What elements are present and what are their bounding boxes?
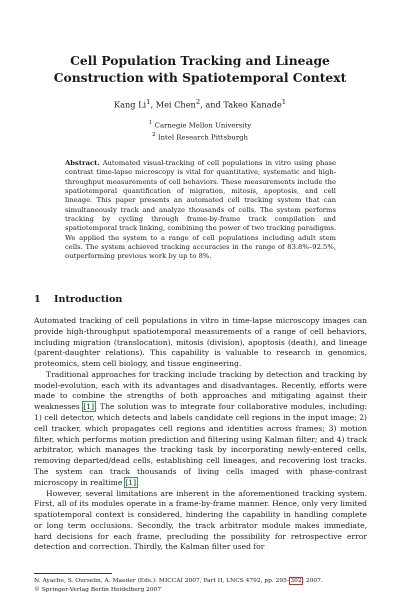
paragraph-3: However, several limitations are inherent in the aforementioned tracking system. First, all of its modules operate in a frame-by-frame manner. Hence, only very limited spatiotemporal context is considered, hindering the capability in handling complete or long term occlusions. Secondly, the track arbitrator module makes immediate, hard decisions for each frame, precluding the possibility for retrospective error detection and correction. Thirdly, the Kalman filter used for (34, 488, 367, 552)
author-3: Takeo Kanade (223, 99, 282, 110)
paragraph-2-part-c: . (136, 477, 139, 487)
author-3-affil: 1 (281, 98, 287, 106)
author-separator: , and (200, 99, 224, 110)
affiliation-list (40, 119, 360, 143)
section-heading (34, 294, 122, 305)
footnote-rule (34, 573, 112, 574)
citation-link[interactable]: [1] (125, 477, 137, 487)
abstract-label: Abstract. (65, 159, 100, 167)
author-separator: , (150, 99, 156, 110)
affiliation-2 (40, 131, 360, 143)
paragraph-2-part-a: Traditional approaches for tracking include tracking by detection and tracking by model-evolution, each with its advantages and disadvantages. Recently, efforts were made to combine the strengths of both approaches and mitigating against their weaknesses (34, 369, 367, 412)
affiliation-2-name: Intel Research Pittsburgh (157, 133, 248, 142)
footer-citation-end: , 2007. (302, 578, 323, 584)
affiliation-2-marker: 2 (152, 131, 156, 138)
section-title: Introduction (54, 294, 123, 305)
body-text (34, 316, 367, 553)
footer-copyright: © Springer-Verlag Berlin Heidelberg 2007 (34, 587, 162, 593)
section-number: 1 (34, 294, 41, 305)
title-line-1: Cell Population Tracking and Lineage (70, 53, 330, 68)
citation-link[interactable]: [1] (83, 402, 95, 412)
paragraph-2 (34, 370, 367, 489)
affiliation-1-marker: 1 (148, 120, 153, 126)
author-2-affil: 2 (195, 98, 201, 106)
abstract (65, 159, 336, 262)
abstract-text: Automated visual-tracking of cell populations in vitro using phase contrast time-lapse microscopy is vital for quantitative, systematic and high-throughput measurements of cell behaviors. These measurements include the spatiotemporal quantification of migration, mitosis, apoptosis, and cell lineage. This paper presents an automated cell tracking system that can simultaneously track and analyze thousands of cells. The system performs tracking by cycling through frame-by-frame track compilation and spatiotemporal track linking, combining the power of two tracking paradigms. We applied the system to a range of cell populations including adult stem cells. The system achieved tracking accuracies in the range of 83.8%–92.5%, outperforming previous work by up to 8%. (65, 159, 336, 261)
affiliation-1 (40, 119, 360, 131)
author-2: Mei Chen (155, 99, 196, 110)
author-1: Kang Li (113, 99, 147, 110)
footer-citation-text: N. Ayache, S. Ourselin, A. Maeder (Eds.): MICCAI 2007, Part II, LNCS 4792, pp. 295– (34, 578, 290, 584)
paper-title (40, 52, 360, 86)
page-end-link[interactable]: 302 (290, 578, 302, 584)
author-1-affil: 1 (146, 98, 151, 106)
title-line-2: Construction with Spatiotemporal Context (53, 70, 347, 85)
page-footer (34, 577, 367, 595)
author-list (40, 97, 360, 111)
affiliation-1-name: Carnegie Mellon University (154, 121, 252, 130)
footer-citation (34, 577, 367, 586)
paragraph-2-part-b: . The solution was to integrate four collaborative modules, including: 1) cell detector, which detects and labels candidate cell regions in the input image; 2) cell tracker, which propagates cell regions and identities across frames; 3) motion filter, which performs motion prediction and filtering using Kalman filter; and 4) track arbitrator, which manages the tracking task by incorporating newly-entered cells, removing departed/dead cells, establishing cell lineages, and recovering lost tracks. The system can track thousands of living cells imaged with phase-contrast microscopy in realtime (34, 402, 368, 487)
paragraph-1: Automated tracking of cell populations in vitro in time-lapse microscopy images can provide high-throughput spatiotemporal measurements of a range of cell behaviors, including migration (translocation), mitosis (division), apoptosis (death), and lineage (parent-daughter relations). This capability is valuable to research in genomics, proteomics, stem cell biology, and tissue engineering. (34, 316, 367, 369)
